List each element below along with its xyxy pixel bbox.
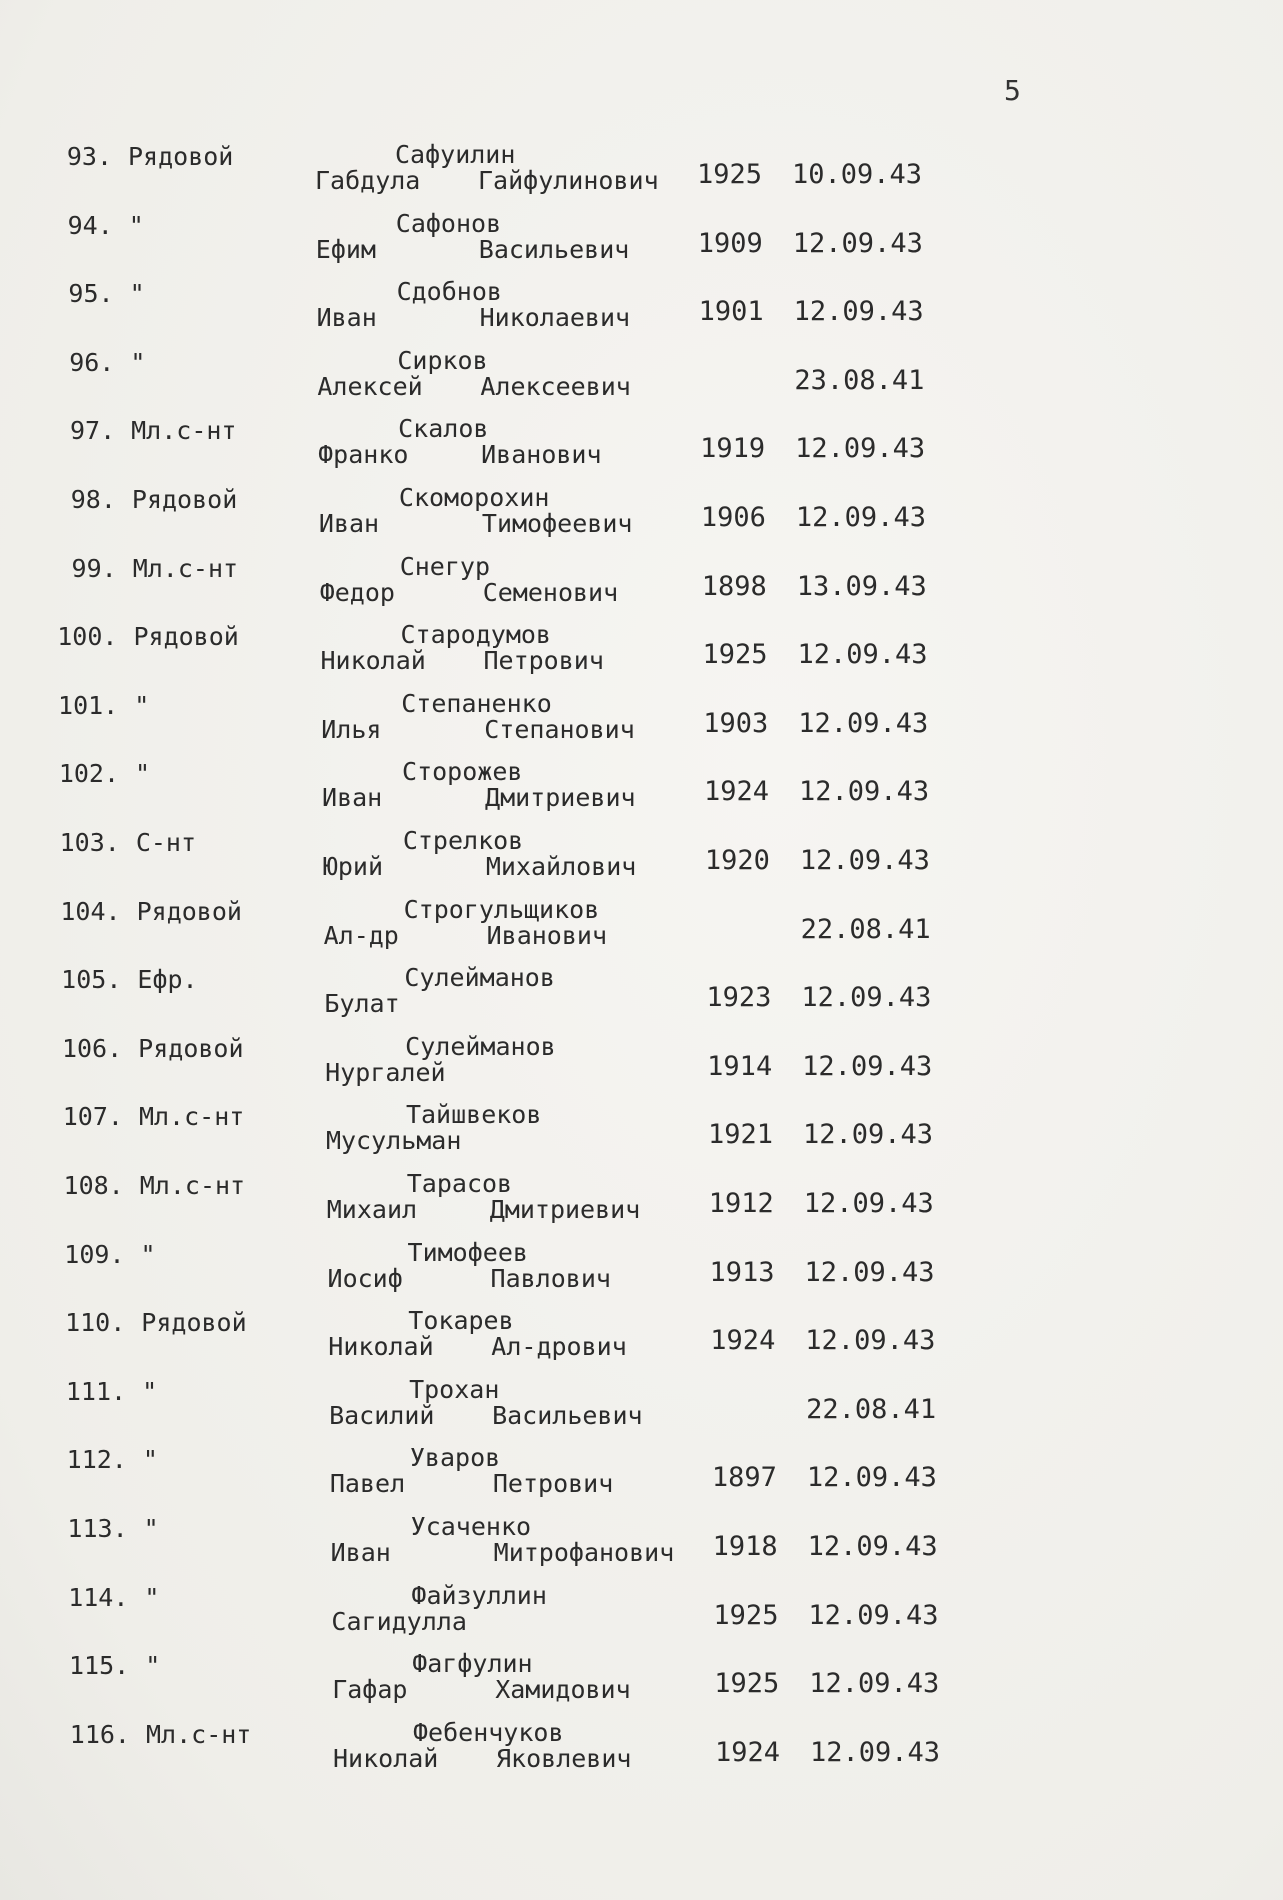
date: 10.09.43: [792, 159, 923, 190]
birth-year: 1918: [712, 1531, 778, 1562]
page-number: 5: [1004, 74, 1021, 107]
surname: Сулейманов: [405, 1031, 556, 1061]
rank: Мл.с-нт: [146, 1719, 252, 1749]
birth-year: 1919: [700, 433, 766, 465]
given-name: Гафар: [332, 1675, 408, 1705]
date: 23.08.41: [794, 364, 925, 396]
list-item: [0, 895, 1283, 963]
given-name: Алексей: [317, 371, 423, 401]
entry-number: 106.: [61, 1033, 123, 1063]
surname: Сафонов: [395, 208, 502, 238]
birth-year: 1924: [704, 776, 770, 808]
rank: ": [130, 347, 146, 377]
rank: ": [143, 1514, 159, 1543]
given-name: Михаил: [326, 1195, 418, 1224]
patronymic: Тимофеевич: [481, 509, 633, 538]
entry-number: 113.: [67, 1514, 128, 1543]
date: 12.09.43: [799, 776, 930, 808]
given-name: Николай: [333, 1743, 439, 1773]
list-item: [0, 346, 1283, 414]
surname: Токарев: [408, 1306, 514, 1336]
patronymic: Михайлович: [485, 852, 637, 881]
list-item: [0, 1649, 1283, 1717]
given-name: Николай: [320, 646, 426, 676]
patronymic: Дмитриевич: [489, 1195, 641, 1224]
list-item: [0, 140, 1283, 208]
list-item: [0, 1100, 1283, 1168]
date: 12.09.43: [805, 1325, 936, 1357]
entry-number: 111.: [65, 1376, 127, 1406]
entry-number: 97.: [69, 416, 116, 446]
entry-number: 95.: [68, 279, 114, 309]
rank: ": [140, 1239, 156, 1269]
rank: ": [128, 210, 144, 240]
given-name: Иосиф: [327, 1263, 403, 1293]
patronymic: Николаевич: [479, 303, 631, 333]
list-item: [0, 277, 1283, 345]
surname: Тимофеев: [407, 1237, 528, 1267]
birth-year: 1898: [701, 570, 767, 602]
patronymic: Васильевич: [478, 234, 630, 264]
patronymic: Дмитриевич: [485, 783, 636, 813]
list-item: [0, 1306, 1283, 1374]
rank: Мл.с-нт: [131, 416, 237, 446]
list-item: [0, 1169, 1283, 1237]
date: 22.08.41: [806, 1393, 937, 1425]
date: 12.09.43: [795, 433, 926, 465]
date: 12.09.43: [809, 1668, 940, 1700]
surname: Сафуилин: [395, 140, 516, 169]
given-name: Иван: [316, 303, 377, 333]
birth-year: 1920: [704, 845, 770, 876]
rank: Рядовой: [131, 485, 238, 514]
entry-number: 115.: [68, 1651, 130, 1681]
date: 12.09.43: [802, 1050, 933, 1082]
surname: Тарасов: [406, 1169, 513, 1198]
surname: Снегур: [399, 551, 490, 581]
rank: Рядовой: [133, 622, 239, 652]
surname: Файзуллин: [411, 1580, 547, 1610]
surname: Сирков: [397, 345, 488, 375]
rank: Рядовой: [136, 896, 242, 926]
rank: Мл.с-нт: [138, 1102, 245, 1132]
surname: Уваров: [409, 1443, 501, 1473]
entry-number: 100.: [57, 622, 118, 652]
rank: Ефр.: [137, 965, 198, 995]
given-name: Нургалей: [325, 1057, 446, 1087]
patronymic: Гайфулинович: [478, 166, 659, 195]
birth-year: 1924: [715, 1736, 781, 1768]
entry-number: 99.: [71, 553, 117, 583]
surname: Сдобнов: [396, 277, 502, 307]
date: 12.09.43: [793, 296, 924, 328]
entry-number: 105.: [61, 965, 122, 995]
patronymic: Хамидович: [495, 1675, 631, 1705]
patronymic: Митрофанович: [493, 1538, 675, 1567]
list-item: [0, 757, 1283, 825]
given-name: Иван: [330, 1538, 391, 1567]
surname: Фебенчуков: [413, 1717, 564, 1747]
given-name: Николай: [328, 1332, 434, 1362]
rank: ": [134, 690, 150, 720]
given-name: Василий: [329, 1400, 435, 1430]
list-item: [0, 1718, 1283, 1786]
given-name: Булат: [324, 989, 400, 1019]
entry-number: 116.: [69, 1719, 130, 1749]
given-name: Мусульман: [325, 1126, 462, 1156]
given-name: Юрий: [322, 852, 384, 881]
rank: Мл.с-нт: [132, 553, 239, 583]
entry-number: 98.: [70, 485, 116, 514]
surname: Трохан: [409, 1374, 500, 1404]
list-item: [0, 552, 1283, 620]
rank: ": [144, 1582, 160, 1612]
rank: С-нт: [135, 828, 197, 857]
list-item: [0, 826, 1283, 894]
birth-year: 1913: [709, 1256, 775, 1288]
surname: Тайшвеков: [405, 1100, 542, 1130]
date: 12.09.43: [795, 502, 926, 533]
birth-year: 1925: [713, 1599, 779, 1631]
given-name: Ефим: [315, 234, 376, 264]
entry-number: 104.: [60, 896, 121, 926]
date: 12.09.43: [799, 845, 930, 876]
patronymic: Васильевич: [492, 1400, 643, 1430]
birth-year: 1901: [698, 296, 764, 328]
surname: Сулейманов: [404, 963, 555, 993]
birth-year: 1903: [703, 707, 769, 739]
list-item: [0, 1443, 1283, 1511]
given-name: Ал-др: [323, 920, 399, 950]
date: 12.09.43: [806, 1462, 937, 1494]
list-item: [0, 209, 1283, 277]
patronymic: Петрович: [483, 646, 604, 676]
rank: ": [145, 1651, 161, 1681]
patronymic: Петрович: [492, 1469, 614, 1499]
date: 12.09.43: [797, 639, 928, 671]
rank: Мл.с-нт: [139, 1171, 246, 1200]
entry-number: 96.: [69, 347, 115, 377]
birth-year: 1924: [710, 1325, 776, 1357]
date: 12.09.43: [802, 1119, 933, 1151]
given-name: Габдула: [315, 166, 421, 195]
entry-number: 114.: [68, 1582, 129, 1612]
rank: ": [135, 759, 151, 789]
birth-year: 1909: [697, 227, 763, 259]
list-item: [0, 689, 1283, 757]
patronymic: Иванович: [486, 920, 608, 950]
entry-number: 94.: [67, 210, 113, 240]
birth-year: 1914: [707, 1050, 773, 1082]
entry-number: 112.: [66, 1445, 127, 1475]
list-item: [0, 1375, 1283, 1443]
entry-number: 107.: [62, 1102, 123, 1132]
date: 12.09.43: [808, 1599, 939, 1631]
birth-year: 1912: [708, 1188, 774, 1219]
patronymic: Иванович: [481, 440, 602, 470]
rank: Рядовой: [128, 142, 234, 171]
given-name: Иван: [318, 509, 380, 538]
patronymic: Семенович: [482, 577, 619, 607]
birth-year: 1925: [702, 639, 768, 671]
list-item: [0, 963, 1283, 1031]
date: 12.09.43: [807, 1531, 938, 1562]
rank: ": [142, 1445, 158, 1475]
date: 12.09.43: [798, 707, 929, 739]
patronymic: Павлович: [490, 1263, 611, 1293]
date: 12.09.43: [803, 1188, 934, 1219]
rank: Рядовой: [141, 1308, 247, 1338]
entry-number: 108.: [63, 1171, 124, 1200]
surname: Усаченко: [410, 1512, 532, 1541]
birth-year: 1925: [697, 159, 763, 190]
surname: Фагфулин: [412, 1649, 533, 1679]
patronymic: Степанович: [484, 714, 635, 744]
surname: Строгульщиков: [403, 894, 600, 924]
surname: Скоморохин: [398, 483, 550, 512]
date: 13.09.43: [796, 570, 927, 602]
birth-year: 1921: [707, 1119, 773, 1151]
list-item: [0, 1032, 1283, 1100]
date: 12.09.43: [810, 1736, 941, 1768]
surname: Стародумов: [400, 620, 551, 650]
given-name: Федор: [319, 577, 395, 607]
surname: Скалов: [398, 414, 489, 444]
entry-number: 101.: [58, 690, 119, 720]
list-item: [0, 414, 1283, 482]
given-name: Илья: [321, 714, 382, 744]
patronymic: Ал-дрович: [491, 1332, 627, 1362]
surname: Степаненко: [401, 688, 552, 718]
surname: Стрелков: [402, 826, 524, 855]
surname: Сторожев: [402, 757, 523, 787]
patronymic: Алексеевич: [480, 371, 631, 401]
given-name: Франко: [318, 440, 409, 470]
given-name: Павел: [329, 1469, 406, 1499]
entry-number: 102.: [58, 759, 120, 789]
entry-number: 103.: [59, 828, 120, 857]
list-item: [0, 1581, 1283, 1649]
birth-year: 1925: [714, 1668, 780, 1700]
date: 12.09.43: [801, 982, 932, 1014]
rank: Рядовой: [138, 1033, 244, 1063]
list-item: [0, 1238, 1283, 1306]
rank: ": [129, 279, 145, 309]
date: 12.09.43: [804, 1256, 935, 1288]
date: 22.08.41: [800, 913, 931, 945]
birth-year: 1923: [706, 982, 772, 1014]
given-name: Сагидулла: [331, 1606, 467, 1636]
birth-year: 1906: [700, 502, 766, 533]
patronymic: Яковлевич: [496, 1743, 632, 1773]
entry-number: 93.: [66, 142, 112, 171]
given-name: Иван: [322, 783, 383, 813]
date: 12.09.43: [792, 227, 923, 259]
entry-number: 109.: [64, 1239, 125, 1269]
rank: ": [142, 1376, 158, 1406]
entry-number: 110.: [65, 1308, 126, 1338]
list-item: [0, 483, 1283, 551]
list-item: [0, 620, 1283, 688]
birth-year: 1897: [711, 1462, 777, 1494]
list-item: [0, 1512, 1283, 1580]
